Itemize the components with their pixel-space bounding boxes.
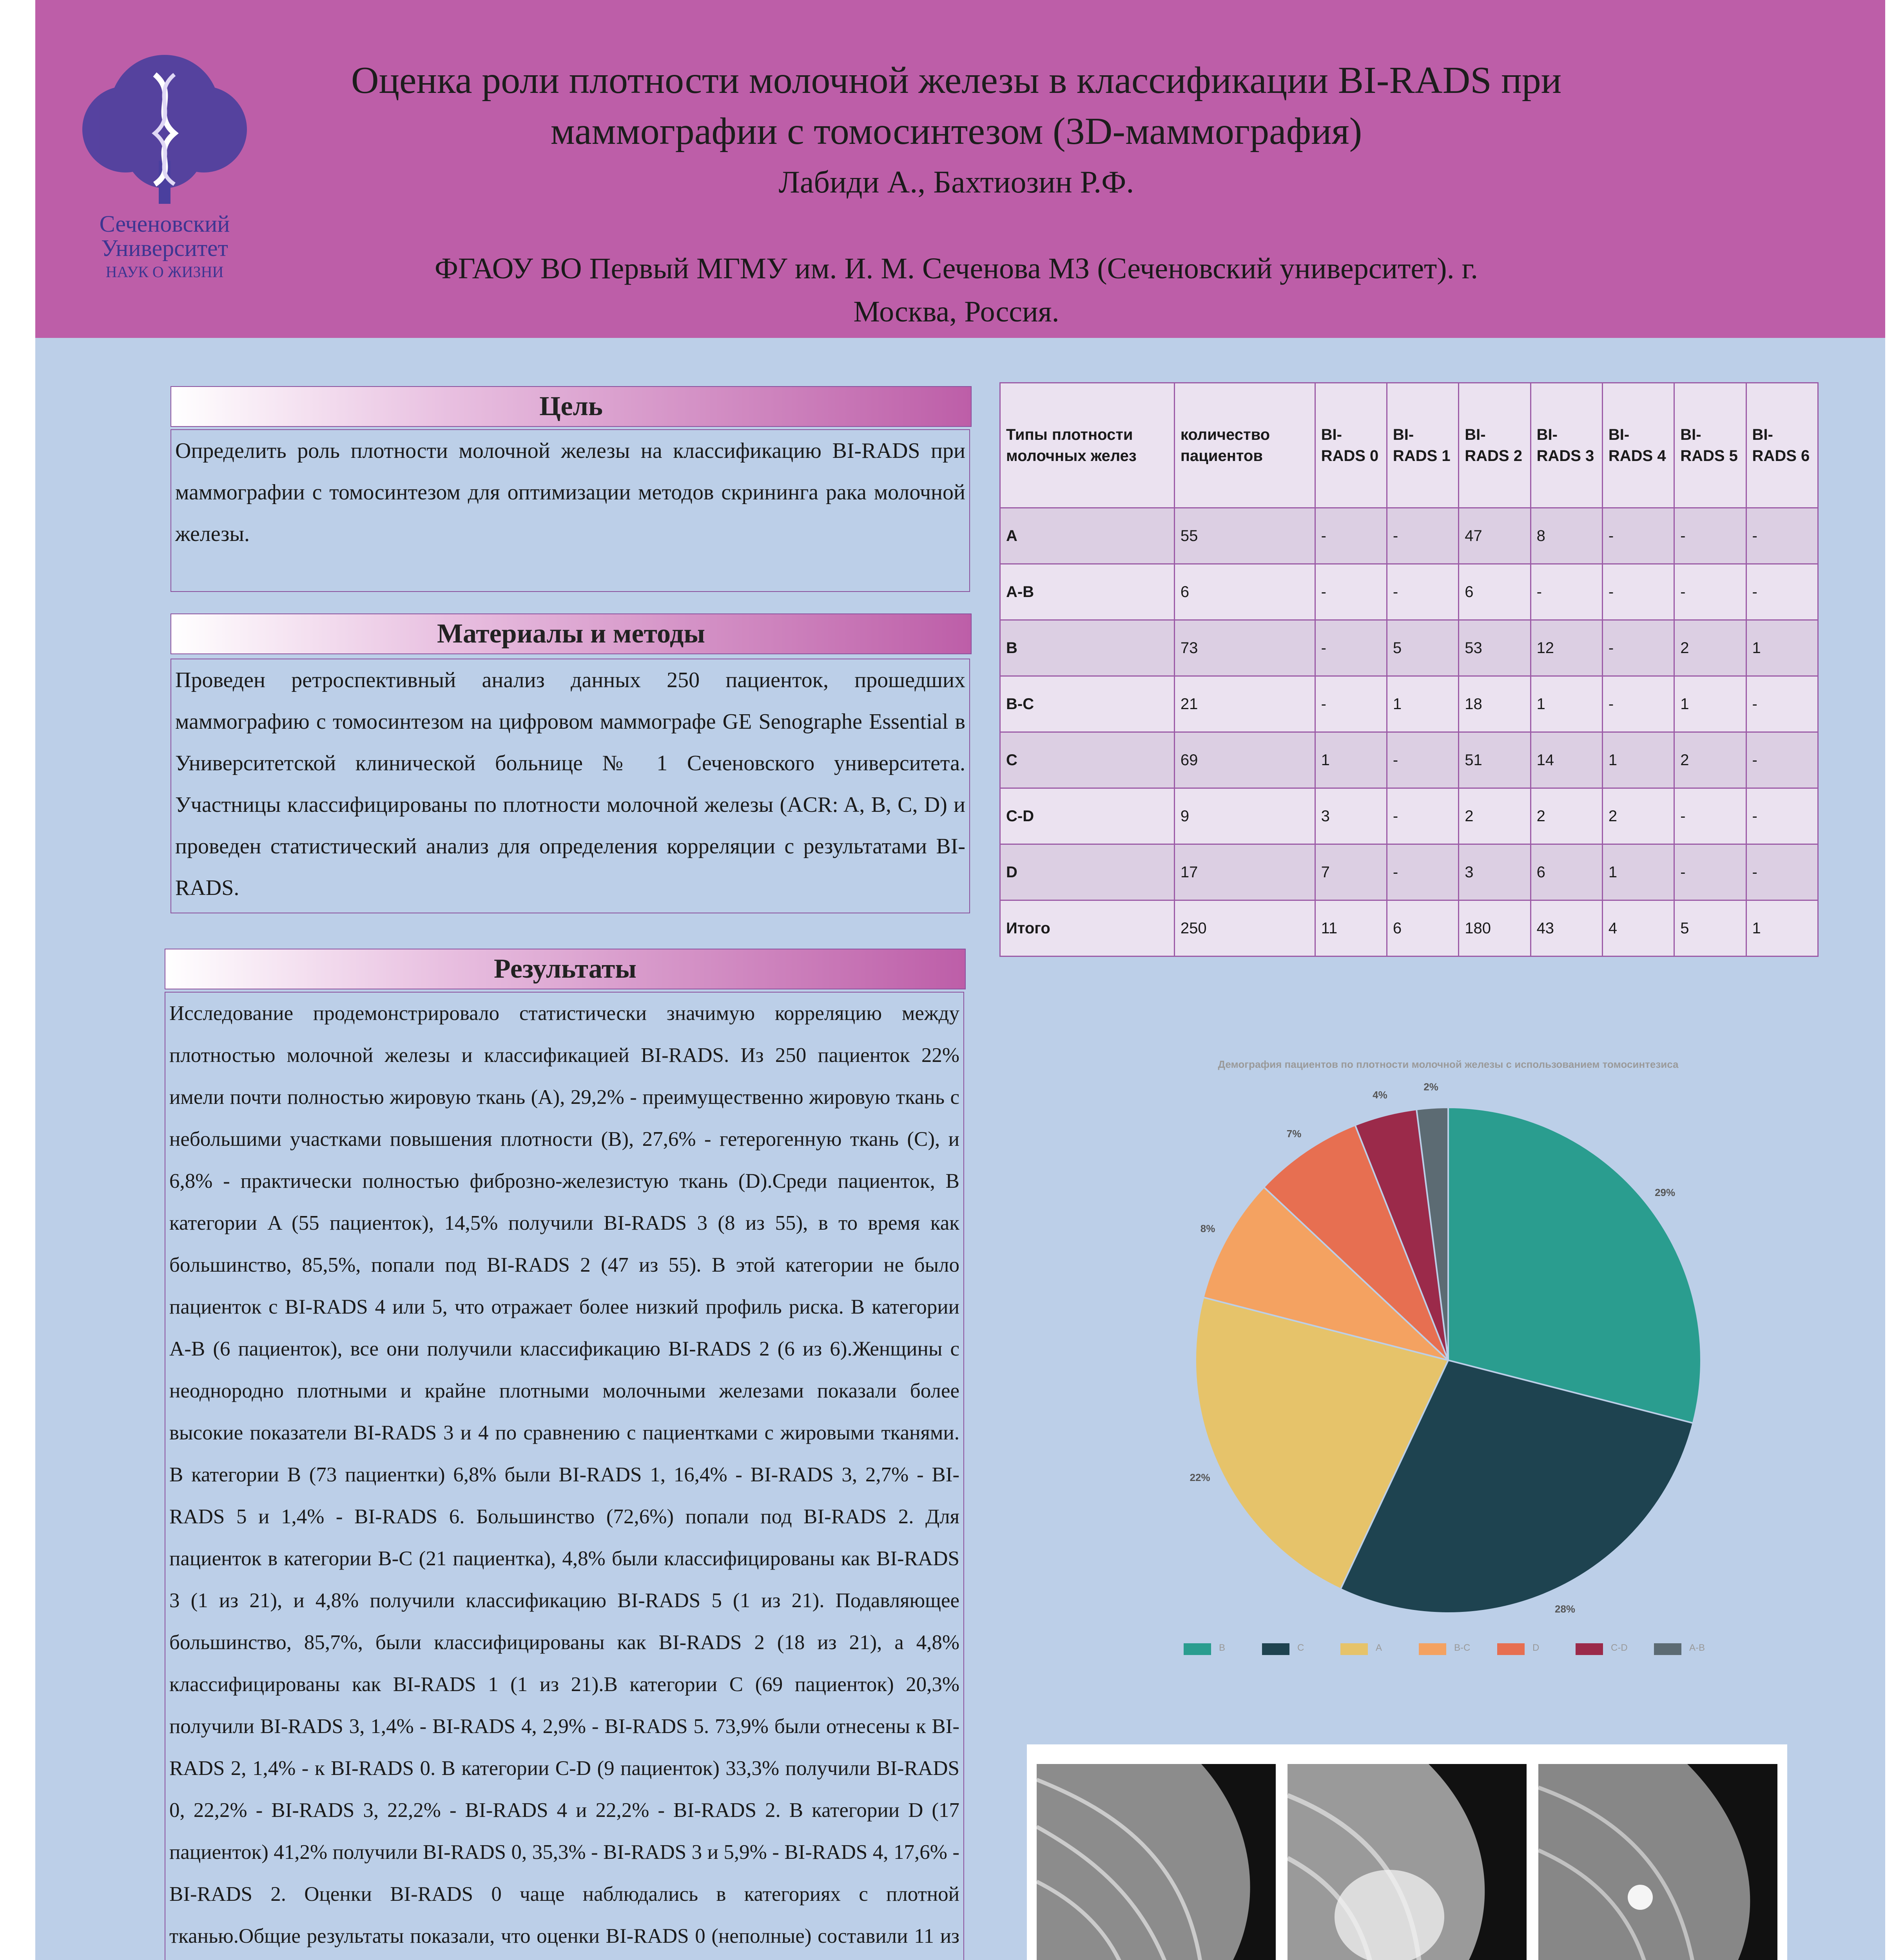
table-cell: 2 — [1674, 620, 1746, 676]
pie-svg — [1148, 1058, 1748, 1635]
table-cell: 2 — [1602, 788, 1674, 844]
table-row — [1000, 732, 1818, 788]
table-cell: C-D — [1000, 788, 1175, 844]
table-cell: 47 — [1459, 508, 1531, 564]
tree-icon — [59, 51, 270, 208]
table-cell: 1 — [1602, 844, 1674, 900]
poster — [35, 0, 1885, 1960]
table-row — [1000, 620, 1818, 676]
logo-tagline: НАУК О ЖИЗНИ — [105, 263, 224, 281]
table-header-cell: BI-RADS 6 — [1746, 383, 1818, 508]
table-cell: 12 — [1531, 620, 1602, 676]
table-cell: 51 — [1459, 732, 1531, 788]
table-header-cell: BI-RADS 3 — [1531, 383, 1602, 508]
table-cell: 11 — [1315, 900, 1387, 956]
pie-label-D: 7% — [1286, 1128, 1302, 1140]
goal-heading: Цель — [170, 386, 972, 427]
table-cell: - — [1387, 732, 1458, 788]
table-cell: A — [1000, 508, 1175, 564]
table-cell: - — [1674, 844, 1746, 900]
table-cell: - — [1387, 844, 1458, 900]
table-cell: 1 — [1602, 732, 1674, 788]
legend-swatch — [1497, 1643, 1525, 1655]
table-cell: 9 — [1174, 788, 1315, 844]
table-cell: - — [1315, 620, 1387, 676]
table-cell: 14 — [1531, 732, 1602, 788]
mammogram-image-2 — [1288, 1764, 1527, 1960]
table-cell: - — [1315, 564, 1387, 620]
chart-legend — [1148, 1639, 1748, 1662]
table-cell: C — [1000, 732, 1175, 788]
table-cell: D — [1000, 844, 1175, 900]
legend-label: C-D — [1611, 1642, 1628, 1653]
table-cell: - — [1387, 508, 1458, 564]
table-cell: 21 — [1174, 676, 1315, 732]
legend-swatch — [1262, 1643, 1289, 1655]
legend-swatch — [1419, 1643, 1446, 1655]
table-cell: - — [1746, 508, 1818, 564]
table-cell: 3 — [1315, 788, 1387, 844]
legend-label: C — [1297, 1642, 1304, 1653]
table-cell: - — [1602, 508, 1674, 564]
table-cell: 1 — [1387, 676, 1458, 732]
table-cell: - — [1746, 732, 1818, 788]
table-cell: 18 — [1459, 676, 1531, 732]
table-cell: - — [1387, 564, 1458, 620]
table-cell: - — [1315, 676, 1387, 732]
table-header-cell: Типы плотности молочных желез — [1000, 383, 1175, 508]
poster-header — [35, 0, 1885, 338]
legend-label: B — [1219, 1642, 1226, 1653]
table-cell: - — [1602, 564, 1674, 620]
table-row — [1000, 676, 1818, 732]
table-cell: 43 — [1531, 900, 1602, 956]
table-cell: 7 — [1315, 844, 1387, 900]
pie-label-A-B: 2% — [1424, 1081, 1438, 1093]
methods-heading: Материалы и методы — [170, 613, 972, 654]
table-row — [1000, 900, 1818, 956]
table-cell: - — [1315, 508, 1387, 564]
mammogram-image-1 — [1037, 1764, 1276, 1960]
university-logo — [59, 51, 270, 290]
legend-label: B-C — [1454, 1642, 1471, 1653]
table-cell: - — [1387, 788, 1458, 844]
table-cell: B — [1000, 620, 1175, 676]
density-table — [999, 382, 1819, 957]
table-cell: A-B — [1000, 564, 1175, 620]
table-cell: 53 — [1459, 620, 1531, 676]
table-row — [1000, 508, 1818, 564]
mammography-images — [1027, 1744, 1787, 1960]
goal-text: Определить роль плотности молочной железы на классификацию BI-RADS при маммографии с томосинтезом для оптимизации методов скрининга рака молочной железы. — [170, 429, 970, 592]
table-header-cell: BI-RADS 0 — [1315, 383, 1387, 508]
table-cell: - — [1674, 564, 1746, 620]
table-cell: Итого — [1000, 900, 1175, 956]
authors: Лабиди А., Бахтиозин Р.Ф. — [778, 165, 1134, 200]
table-cell: - — [1602, 676, 1674, 732]
legend-swatch — [1184, 1643, 1211, 1655]
table-cell: 5 — [1387, 620, 1458, 676]
pie-label-A: 22% — [1190, 1472, 1210, 1484]
pie-label-B: 29% — [1655, 1186, 1676, 1198]
table-cell: B-C — [1000, 676, 1175, 732]
results-heading: Результаты — [165, 949, 966, 989]
mammogram-image-3 — [1538, 1764, 1777, 1960]
logo-text: Сеченовский Университет — [99, 211, 230, 261]
table-cell: 6 — [1174, 564, 1315, 620]
table-cell: 2 — [1459, 788, 1531, 844]
table-cell: 2 — [1674, 732, 1746, 788]
table-row — [1000, 788, 1818, 844]
table-header-cell: количество пациентов — [1174, 383, 1315, 508]
table-cell: 3 — [1459, 844, 1531, 900]
poster-title: Оценка роли плотности молочной железы в классификации BI-RADS при маммографии с томосинтезом (3D-маммография) — [351, 59, 1562, 152]
pie-label-B-C: 8% — [1200, 1222, 1215, 1234]
legend-swatch — [1340, 1643, 1368, 1655]
legend-label: D — [1532, 1642, 1540, 1653]
results-text: Исследование продемонстрировало статистически значимую корреляцию между плотностью молочной железы и классификацией BI-RADS. Из 250 пациенток 22% имели почти полностью жировую ткань (A), 29,2% - преимущественно жировую ткань с небольшими участками повышения плотности (B), 27,6% - гетерогенную ткань (C), и 6,8% - практически полностью фиброзно-железистую ткань (D).Среди пациенток, В категории A (55 пациенток), 14,5% получили BI-RADS 3 (8 из 55), в то время как большинство, 85,5%, попали под BI-RADS 2 (47 из 55). В этой категории не было пациенток с BI-RADS 4 или 5, что отражает более низкий профиль риска. В категории A-B (6 пациенток), все они получили классификацию BI-RADS 2 (6 из 6).Женщины с неоднородно плотными и крайне плотными молочными железами показали более высокие показатели BI-RADS 3 и 4 по сравнению с пациентками с жировыми тканями. В категории B (73 пациентки) 6,8% были BI-RADS 1, 16,4% - BI-RADS 3, 2,7% - BI-RADS 5 и 1,4% - BI-RADS 6. Большинство (72,6%) попали под BI-RADS 2. Для пациенток в категории B-C (21 пациентка), 4,8% были классифицированы как BI-RADS 3 (1 из 21), и 4,8% получили классификацию BI-RADS 5 (1 из 21). Подавляющее большинство, 85,7%, были классифицированы как BI-RADS 2 (18 из 21), а 4,8% классифицированы как BI-RADS 1 (1 из 21).В категории C (69 пациенток) 20,3% получили BI-RADS 3, 1,4% - BI-RADS 4, 2,9% - BI-RADS 5. 73,9% были отнесены к BI-RADS 2, 1,4% - к BI-RADS 0. В категории C-D (9 пациенток) 33,3% получили BI-RADS 0, 22,2% - BI-RADS 3, 22,2% - BI-RADS 4 и 22,2% - BI-RADS 2. В категории D (17 пациенток) 41,2% получили BI-RADS 0, 35,3% - BI-RADS 3 и 5,9% - BI-RADS 4, 17,6% - BI-RADS 2. Оценки BI-RADS 0 чаще наблюдались в категориях с плотной тканью.Общие результаты показали, что оценки BI-RADS 0 (неполные) составили 11 из — [165, 992, 964, 1960]
table-cell: 69 — [1174, 732, 1315, 788]
table-body — [1000, 508, 1818, 956]
table-cell: 8 — [1531, 508, 1602, 564]
table-cell: - — [1602, 620, 1674, 676]
table-row — [1000, 564, 1818, 620]
table-cell: 180 — [1459, 900, 1531, 956]
table-cell: 6 — [1459, 564, 1531, 620]
table-row — [1000, 844, 1818, 900]
density-pie-chart — [1148, 1058, 1748, 1666]
table-cell: 1 — [1315, 732, 1387, 788]
table-cell: - — [1746, 676, 1818, 732]
table-header-cell: BI-RADS 1 — [1387, 383, 1458, 508]
table-cell: - — [1746, 844, 1818, 900]
table-cell: - — [1746, 564, 1818, 620]
table-cell: 250 — [1174, 900, 1315, 956]
table-cell: 4 — [1602, 900, 1674, 956]
legend-label: A-B — [1689, 1642, 1705, 1653]
chart-title: Демография пациентов по плотности молочной железы с использованием томосинтезиса — [1218, 1058, 1679, 1070]
table-cell: 73 — [1174, 620, 1315, 676]
table-cell: - — [1746, 788, 1818, 844]
table-header-cell: BI-RADS 4 — [1602, 383, 1674, 508]
table-header-cell: BI-RADS 2 — [1459, 383, 1531, 508]
table-header-cell: BI-RADS 5 — [1674, 383, 1746, 508]
methods-text: Проведен ретроспективный анализ данных 250 пациенток, прошедших маммографию с томосинтезом на цифровом маммографе GE Senographe Essential в Университетской клинической больнице № 1 Сеченовского университета. Участницы классифицированы по плотности молочной железы (ACR: A, B, C, D) и проведен статистический анализ для определения корреляции с результатами BI-RADS. — [170, 659, 970, 913]
table-cell: 5 — [1674, 900, 1746, 956]
table-cell: - — [1674, 788, 1746, 844]
table-cell: - — [1531, 564, 1602, 620]
table-cell: - — [1674, 508, 1746, 564]
table-cell: 1 — [1746, 620, 1818, 676]
table-cell: 6 — [1387, 900, 1458, 956]
table-cell: 55 — [1174, 508, 1315, 564]
table-cell: 6 — [1531, 844, 1602, 900]
legend-label: A — [1376, 1642, 1382, 1653]
legend-swatch — [1576, 1643, 1603, 1655]
pie-label-C-D: 4% — [1373, 1089, 1387, 1101]
table-cell: 1 — [1746, 900, 1818, 956]
pie-label-C: 28% — [1555, 1603, 1576, 1615]
table-cell: 2 — [1531, 788, 1602, 844]
table-cell: 1 — [1531, 676, 1602, 732]
table-cell: 17 — [1174, 844, 1315, 900]
legend-swatch — [1654, 1643, 1681, 1655]
affiliation: ФГАОУ ВО Первый МГМУ им. И. М. Сеченова МЗ (Сеченовский университет). г. Москва, Россия. — [434, 252, 1478, 328]
table-cell: 1 — [1674, 676, 1746, 732]
